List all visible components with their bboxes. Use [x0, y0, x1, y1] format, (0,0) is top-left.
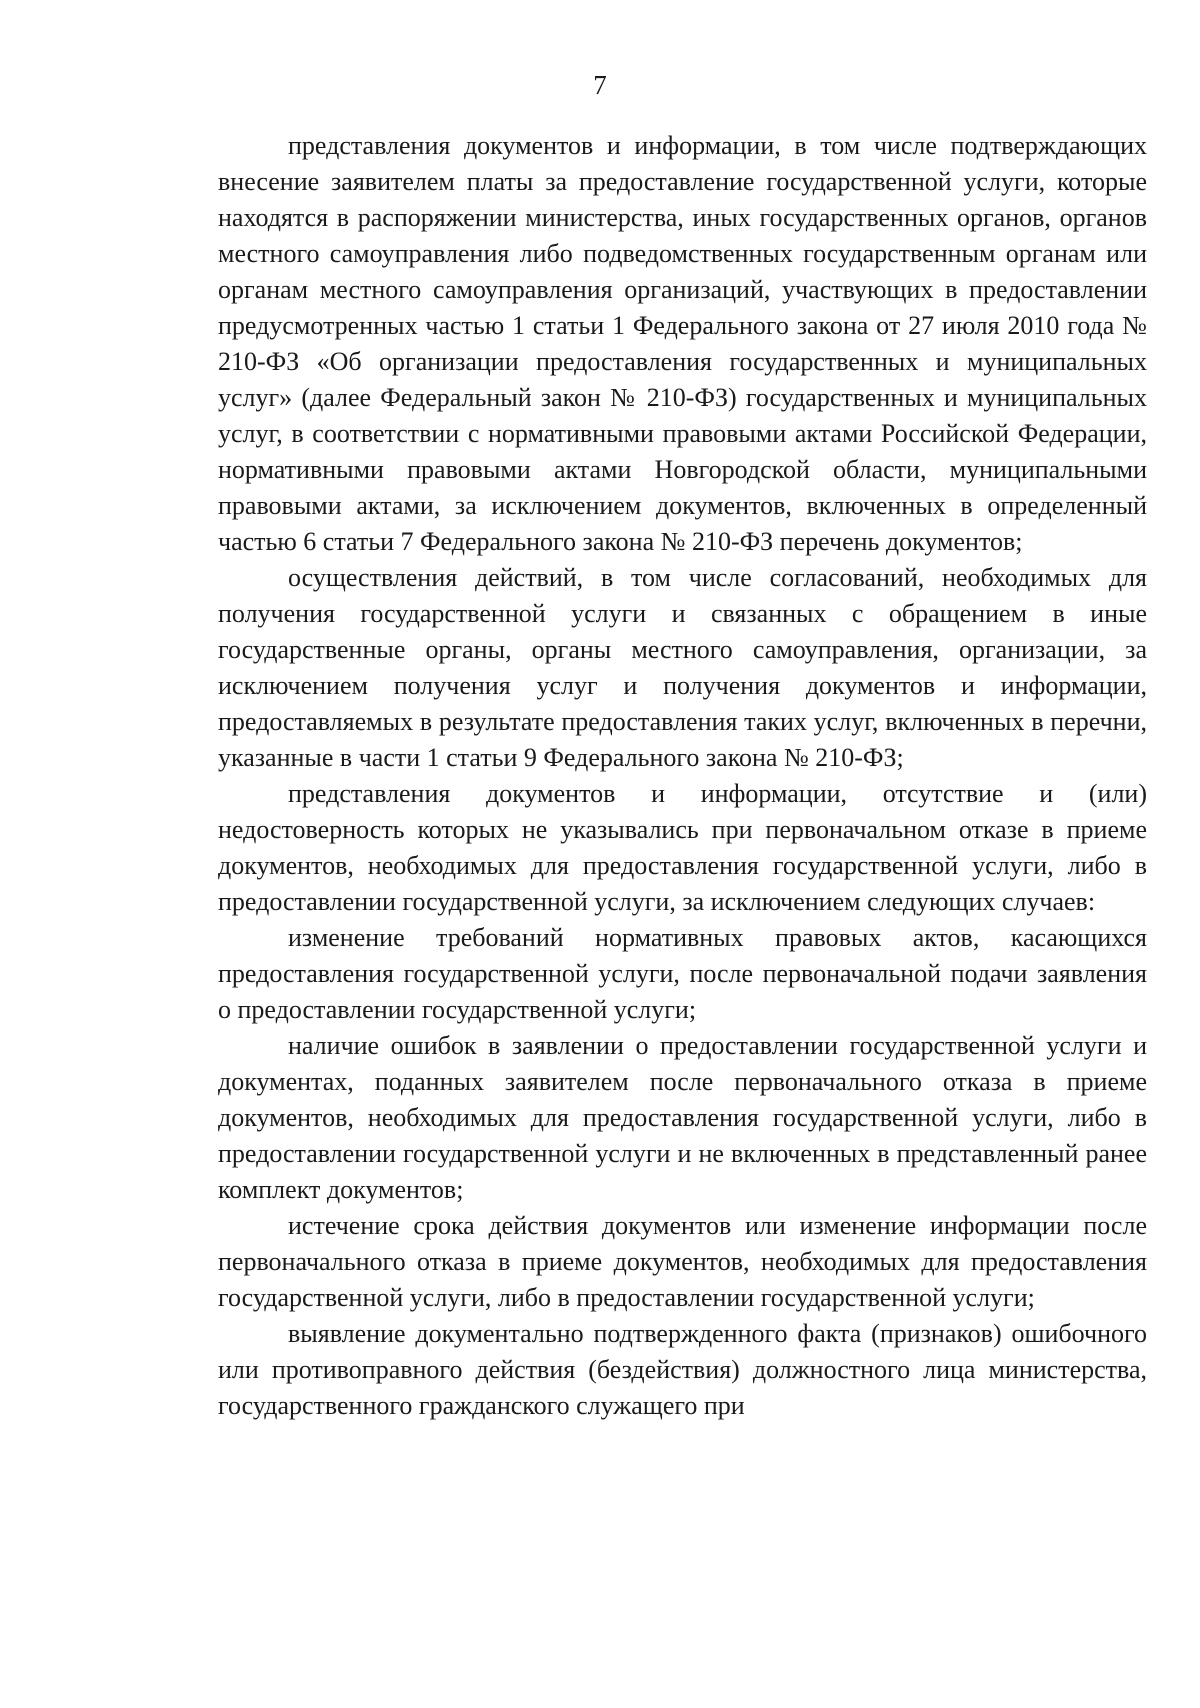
paragraph-application-errors: наличие ошибок в заявлении о предоставлении государственной услуги и документах, поданных заявителем после первоначального отказа в приеме документов, необходимых для предоставления государственной услуги, либо в предоставлении государственной услуги и не включенных в представленный ранее комплект документов; [218, 1031, 1147, 1204]
paragraph-missing-documents: представления документов и информации, отсутствие и (или) недостоверность которых не указывались при первоначальном отказе в приеме документов, необходимых для предоставления государственной услуги, либо в предоставлении государственной услуги, за исключением следующих случаев: [218, 779, 1147, 916]
paragraph-actions-approvals: осуществления действий, в том числе согласований, необходимых для получения государственной услуги и связанных с обращением в иные государственные органы, органы местного самоуправления, организации, за исключением получения услуг и получения документов и информации, предоставляемых в результате предоставления таких услуг, включенных в перечни, указанные в части 1 статьи 9 Федерального закона № 210-ФЗ; [218, 563, 1147, 772]
paragraph-official-misconduct: выявление документально подтвержденного факта (признаков) ошибочного или противоправного действия (бездействия) должностного лица министерства, государственного гражданского служащего при [218, 1319, 1147, 1420]
paragraph-requirements-change: изменение требований нормативных правовых актов, касающихся предоставления государственной услуги, после первоначальной подачи заявления о предоставлении государственной услуги; [218, 923, 1147, 1024]
paragraph-documents-expiry: истечение срока действия документов или изменение информации после первоначального отказа в приеме документов, необходимых для предоставления государственной услуги, либо в предоставлении государственной услуги; [218, 1211, 1147, 1312]
document-body [218, 128, 1147, 1424]
paragraph-documents-submission: представления документов и информации, в том числе подтверждающих внесение заявителем платы за предоставление государственной услуги, которые находятся в распоряжении министерства, иных государственных органов, органов местного самоуправления либо подведомственных государственным органам или органам местного самоуправления организаций, участвующих в предоставлении предусмотренных частью 1 статьи 1 Федерального закона от 27 июля 2010 года № 210-ФЗ «Об организации предоставления государственных и муниципальных услуг» (далее Федеральный закон № 210-ФЗ) государственных и муниципальных услуг, в соответствии с нормативными правовыми актами Российской Федерации, нормативными правовыми актами Новгородской области, муниципальными правовыми актами, за исключением документов, включенных в определенный частью 6 статьи 7 Федерального закона № 210-ФЗ перечень документов; [218, 131, 1147, 556]
page-number: 7 [593, 70, 607, 100]
